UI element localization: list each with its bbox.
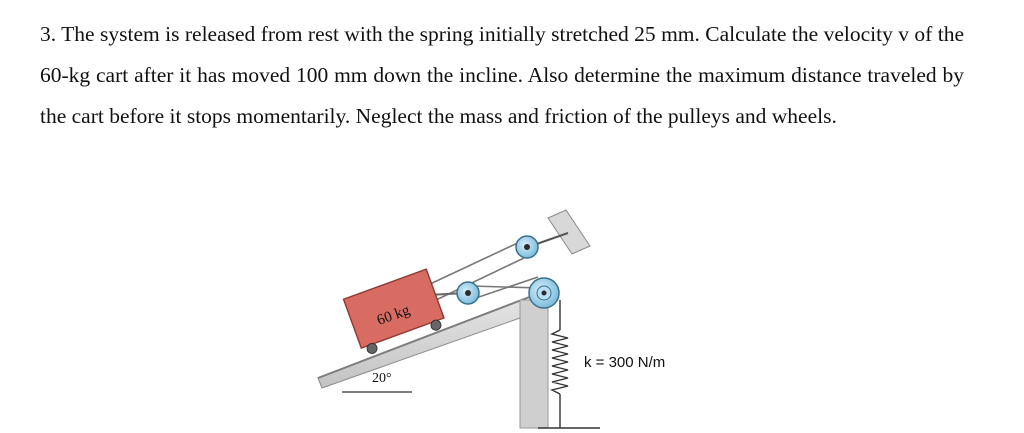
incline-angle-label: 20° xyxy=(372,371,392,386)
problem-statement: 3. The system is released from rest with the spring initially stretched 25 mm. Calculate the velocity v of the 60-kg cart after it has moved 100 mm down the incline. Also determine the maximum distance traveled by the cart before it stops momentarily. Neglect the mass and friction of the pulleys and wheels. xyxy=(40,22,964,128)
support-post xyxy=(520,300,548,428)
cart-mass-label: 60 kg xyxy=(374,302,413,329)
spring-constant-label: k = 300 N/m xyxy=(584,354,666,371)
upper-pulley-icon xyxy=(516,236,538,258)
corner-pulley-icon xyxy=(529,278,559,308)
spring-icon xyxy=(552,300,568,428)
